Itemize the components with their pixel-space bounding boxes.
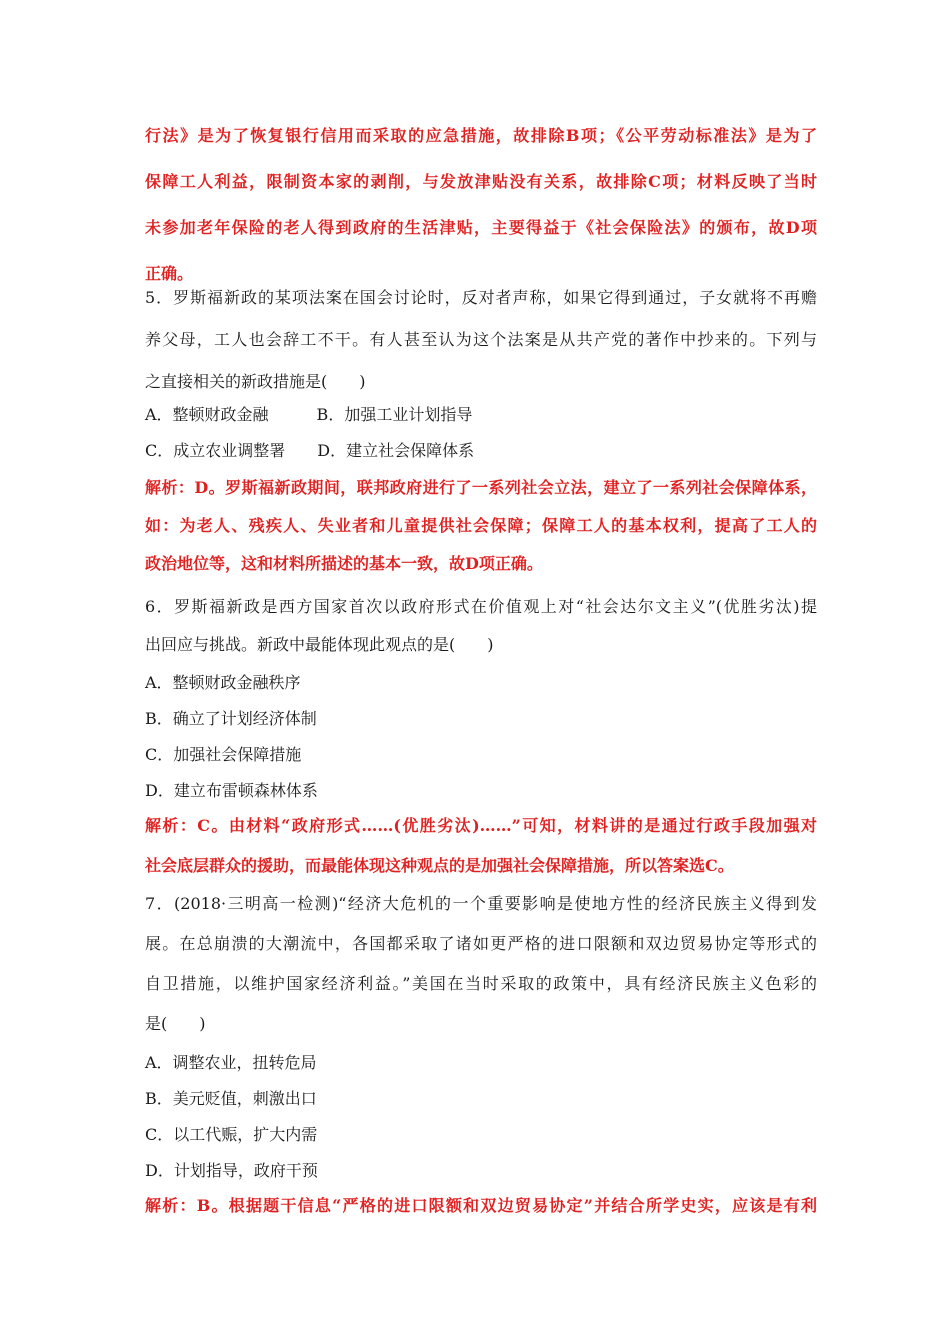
question-7-stem [145, 892, 817, 1036]
text-line: 之直接相关的新政措施是( ) [145, 372, 366, 391]
text-line: 养父母，工人也会辞工不干。有人甚至认为这个法案是从共产党的著作中抄来的。下列与 [145, 330, 817, 349]
text-line: 7．(2018·三明高一检测)“经济大危机的一个重要影响是使地方性的经济民族主义得到发 [145, 894, 817, 913]
text-line: 保障工人利益，限制资本家的剥削，与发放津贴没有关系，故排除C项；材料反映了当时 [145, 172, 817, 191]
option-line: A．调整农业，扭转危局 [145, 1053, 317, 1072]
option-line: C．加强社会保障措施 [145, 745, 302, 764]
text-line: 自卫措施，以维护国家经济利益。”美国在当时采取的政策中，具有经济民族主义色彩的 [145, 974, 817, 993]
text-line: 解析：B。根据题干信息“严格的进口限额和双边贸易协定”并结合所学史实，应该是有利 [145, 1196, 817, 1215]
question-6-options [145, 671, 817, 803]
option-line: C．成立农业调整署 D．建立社会保障体系 [145, 441, 475, 460]
text-line: 展。在总崩溃的大潮流中，各国都采取了诸如更严格的进口限额和双边贸易协定等形式的 [145, 934, 817, 953]
analysis-q4-continued [145, 124, 817, 286]
question-5-stem [145, 286, 817, 394]
analysis-q6 [145, 814, 817, 878]
text-line: 出回应与挑战。新政中最能体现此观点的是( ) [145, 635, 494, 654]
text-line: 5．罗斯福新政的某项法案在国会讨论时，反对者声称，如果它得到通过，子女就将不再赡 [145, 288, 817, 307]
option-line: D．建立布雷顿森林体系 [145, 781, 318, 800]
text-line: 行法》是为了恢复银行信用而采取的应急措施，故排除B项；《公平劳动标准法》是为了 [145, 126, 817, 145]
analysis-q7 [145, 1194, 817, 1218]
option-line: B．美元贬值，刺激出口 [145, 1089, 317, 1108]
text-line: 6．罗斯福新政是西方国家首次以政府形式在价值观上对“社会达尔文主义”(优胜劣汰)提 [145, 597, 817, 616]
question-7-options [145, 1051, 817, 1183]
text-line: 如：为老人、残疾人、失业者和儿童提供社会保障；保障工人的基本权利，提高了工人的 [145, 516, 817, 535]
option-line: A．整顿财政金融秩序 [145, 673, 301, 692]
text-line: 解析：D。罗斯福新政期间，联邦政府进行了一系列社会立法，建立了一系列社会保障体系， [145, 478, 817, 497]
option-line: B．确立了计划经济体制 [145, 709, 317, 728]
text-line: 未参加老年保险的老人得到政府的生活津贴，主要得益于《社会保险法》的颁布，故D项 [145, 218, 817, 237]
text-line: 正确。 [145, 264, 194, 283]
question-5-options [145, 403, 817, 463]
option-line: A．整顿财政金融 B．加强工业计划指导 [145, 405, 473, 424]
text-line: 是( ) [145, 1014, 206, 1033]
option-line: C．以工代赈，扩大内需 [145, 1125, 318, 1144]
text-line: 政治地位等，这和材料所描述的基本一致，故D项正确。 [145, 554, 543, 573]
option-line: D．计划指导，政府干预 [145, 1161, 318, 1180]
text-line: 社会底层群众的援助，而最能体现这种观点的是加强社会保障措施，所以答案选C。 [145, 856, 734, 875]
analysis-q5 [145, 476, 817, 576]
question-6-stem [145, 595, 817, 657]
text-line: 解析：C。由材料“政府形式……(优胜劣汰)……”可知，材料讲的是通过行政手段加强对 [145, 816, 817, 835]
